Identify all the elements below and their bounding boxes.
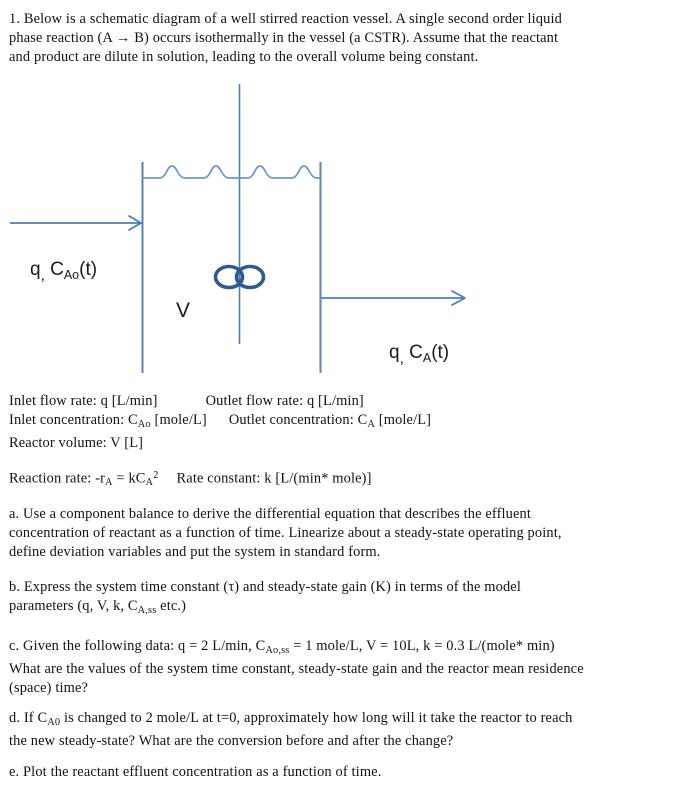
question-b-params: parameters (q, V, k, C — [9, 598, 138, 615]
rate-equation: = kC — [112, 470, 146, 487]
outlet-q: q — [389, 342, 400, 363]
inlet-C: C — [50, 259, 64, 280]
question-a-line-1: a. Use a component balance to derive the differential equation that describes the effluent — [9, 506, 532, 522]
outlet-C: C — [409, 342, 423, 363]
question-d-subscript: A0 — [47, 716, 61, 728]
liquid-surface-wave — [142, 166, 321, 178]
inlet-q: q — [30, 259, 41, 280]
question-c — [9, 637, 677, 699]
outlet-of-t: (t) — [431, 342, 450, 363]
question-d-line-1 — [9, 709, 677, 732]
definition-concentrations — [9, 411, 677, 434]
inlet-conc-subscript: Ao — [137, 419, 151, 431]
intro-line-1: 1. Below is a schematic diagram of a well stirred reaction vessel. A single second order liquid — [9, 11, 562, 27]
outlet-C-subscript: A — [422, 350, 432, 365]
definition-reactor-volume: Reactor volume: V [L] — [9, 435, 144, 452]
outlet-conc-subscript: A — [367, 419, 376, 431]
inlet-comma: , — [40, 266, 45, 284]
question-b — [9, 578, 677, 620]
outlet-flow-rate-text: Outlet flow rate: q [L/min] — [205, 393, 364, 409]
question-d-line-2: the new steady-state? What are the conversion before and after the change? — [9, 733, 454, 750]
outlet-conc-text: Outlet concentration: C — [228, 412, 368, 429]
question-e — [9, 763, 677, 782]
definition-flow-rates — [9, 392, 677, 411]
inlet-of-t: (t) — [79, 259, 98, 280]
question-a-line-2: concentration of reactant as a function of time. Linearize about a steady-state operating point, — [9, 525, 562, 542]
rate-constant-text: Rate constant: k [L/(min* mole)] — [176, 470, 372, 487]
question-d — [9, 709, 677, 751]
inlet-conc-text: Inlet concentration: C — [9, 412, 138, 429]
rate-c-subscript: A — [145, 477, 154, 489]
question-d-tail: is changed to 2 mole/L at t=0, approximately how long will it take the reactor to reach — [60, 710, 573, 726]
question-b-subscript: A,ss — [137, 605, 157, 617]
question-c-line-1 — [9, 637, 677, 660]
question-d-head: d. If C — [9, 710, 48, 726]
inlet-stream-label — [30, 260, 97, 283]
question-c-data: c. Given the following data: q = 2 L/min, C — [9, 638, 266, 654]
question-c-subscript: Ao,ss — [265, 644, 290, 656]
reactor-volume-label: V — [176, 299, 191, 322]
question-c-data-tail: = 1 mole/L, V = 10L, k = 0.3 L/(mole* min) — [289, 638, 555, 654]
intro-line-2: phase reaction (A → B) occurs isothermally in the vessel (a CSTR). Assume that the reactant — [9, 30, 559, 47]
inlet-conc-units: [mole/L] — [150, 412, 207, 429]
question-a-line-3: define deviation variables and put the system in standard form. — [9, 544, 381, 561]
question-e-line-1: e. Plot the reactant effluent concentration as a function of time. — [9, 764, 382, 780]
question-b-line-1: b. Express the system time constant (τ) and steady-state gain (K) in terms of the model — [9, 579, 521, 595]
outlet-comma: , — [399, 349, 404, 367]
rate-label: Reaction rate: -r — [9, 470, 106, 487]
inlet-C-subscript: Ao — [63, 267, 80, 282]
question-b-line-2 — [9, 597, 677, 620]
question-c-line-3: (space) time? — [9, 680, 89, 697]
question-b-tail: etc.) — [156, 598, 187, 615]
question-a — [9, 505, 677, 563]
outlet-stream-label — [389, 343, 449, 366]
inlet-flow-arrow — [10, 216, 141, 230]
rate-exponent: 2 — [153, 470, 159, 481]
question-c-line-2: What are the values of the system time constant, steady-state gain and the reactor mean residence — [9, 661, 584, 678]
inlet-flow-rate-text: Inlet flow rate: q [L/min] — [9, 393, 158, 409]
outlet-conc-units: [mole/L] — [375, 412, 432, 429]
outlet-flow-arrow — [321, 291, 465, 305]
reaction-rate-line — [9, 466, 677, 492]
intro-line-3: and product are dilute in solution, leading to the overall volume being constant. — [9, 49, 479, 66]
cstr-diagram-svg — [0, 76, 687, 388]
problem-statement — [9, 10, 677, 68]
cstr-diagram — [0, 76, 687, 388]
rate-r-subscript: A — [105, 477, 113, 489]
variable-definitions — [9, 392, 677, 454]
